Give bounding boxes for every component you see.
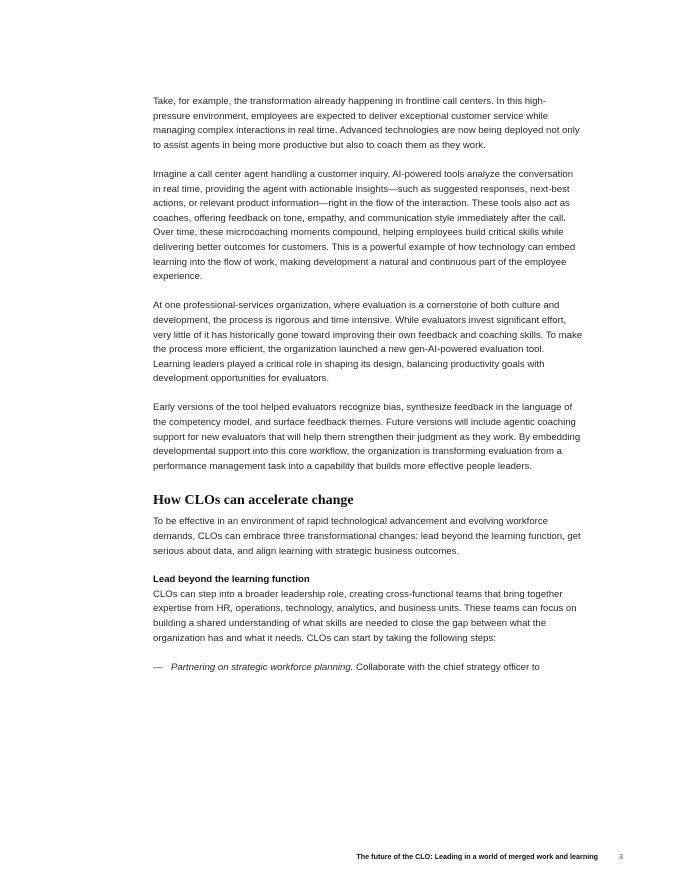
paragraph-early-versions: Early versions of the tool helped evaluators recognize bias, synthesize feedback in the language of the competency model, and surface feedback themes. Future versions will include agentic coaching support for new evaluators that will help them strengthen their judgment as they work. By embedding developmental support into this core workflow, the organization is transforming evaluation from a performance management task into a capability that builds more effective people leaders.	[153, 402, 581, 472]
bullet-content	[171, 661, 540, 676]
bullet-lead: Partnering on strategic workforce planning.	[171, 661, 354, 673]
page-number: 3	[619, 852, 623, 861]
subsection-body: CLOs can step into a broader leadership role, creating cross-functional teams that bring together expertise from HR, operations, technology, analytics, and business units. These teams can focus on building a shared understanding of what skills are needed to close the gap between what the organization has and what it needs. CLOs can start by taking the following steps:	[153, 588, 577, 644]
page-body	[153, 95, 583, 675]
section-intro: To be effective in an environment of rapid technological advancement and evolving workforce demands, CLOs can embrace three transformational changes: lead beyond the learning function, get serious about data, and align learning with strategic business outcomes.	[153, 516, 581, 557]
subsection-heading: Lead beyond the learning function	[153, 574, 310, 586]
paragraph-professional-services: At one professional-services organization, where evaluation is a cornerstone of both culture and development, the process is rigorous and time intensive. While evaluators invest significant effort, very little of it has historically gone toward improving their own feedback and coaching skills. To make the process more efficient, the organization launched a new gen-AI-powered evaluation tool. Learning leaders played a critical role in shaping its design, balancing productivity goals with development opportunities for evaluators.	[153, 300, 583, 385]
footer-title: The future of the CLO: Leading in a world of merged work and learning	[356, 852, 598, 861]
list-item	[153, 661, 583, 676]
section-heading: How CLOs can accelerate change	[153, 493, 354, 509]
em-dash-bullet: —	[153, 661, 163, 673]
paragraph-call-center-agent: Imagine a call center agent handling a customer inquiry. AI-powered tools analyze the conversation in real time, providing the agent with actionable insights—such as suggested responses, next-best actions, or relevant product information—right in the flow of the interaction. These tools also act as coaches, offering feedback on tone, empathy, and communication style immediately after the call. Over time, these microcoaching moments compound, helping employees build critical skills while delivering better outcomes for customers. This is a powerful example of how technology can embed learning into the flow of work, making development a natural and continuous part of the employee experience.	[153, 168, 576, 283]
bullet-text: Collaborate with the chief strategy officer to	[353, 661, 540, 673]
paragraph-call-centers: Take, for example, the transformation already happening in frontline call centers. In this high-pressure environment, employees are expected to deliver exceptional customer service while managing complex interactions in real time. Advanced technologies are now being deployed not only to assist agents in being more productive but also to coach them as they work.	[153, 96, 580, 151]
